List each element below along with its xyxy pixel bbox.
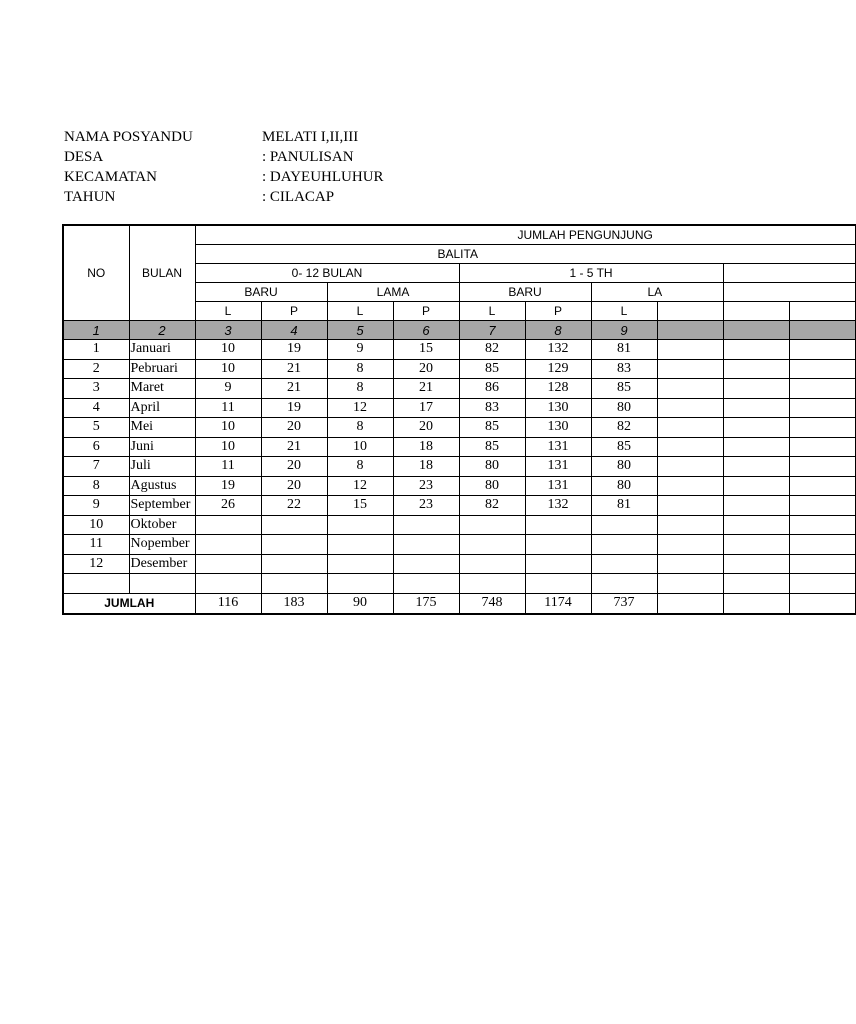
row-value <box>327 535 393 555</box>
row-value: 19 <box>261 340 327 360</box>
row-value: 128 <box>525 379 591 399</box>
row-value: 10 <box>195 340 261 360</box>
row-number: 8 <box>63 476 129 496</box>
col-bulan-header: BULAN <box>129 225 195 321</box>
total-value: 748 <box>459 593 525 614</box>
p-header: P <box>261 302 327 321</box>
row-value <box>327 554 393 574</box>
blank-cell <box>327 574 393 594</box>
row-number: 2 <box>63 359 129 379</box>
row-value <box>723 457 789 477</box>
row-value: 20 <box>393 359 459 379</box>
row-value: 85 <box>459 359 525 379</box>
info-value: : PANULISAN <box>262 149 354 165</box>
row-number: 12 <box>63 554 129 574</box>
row-value <box>723 359 789 379</box>
p-header: P <box>525 302 591 321</box>
row-value <box>789 496 855 516</box>
posyandu-info <box>64 127 384 207</box>
row-value: 131 <box>525 437 591 457</box>
row-value: 9 <box>195 379 261 399</box>
total-value: 90 <box>327 593 393 614</box>
row-month: Mei <box>129 418 195 438</box>
row-value: 80 <box>459 476 525 496</box>
row-number: 5 <box>63 418 129 438</box>
row-value: 12 <box>327 476 393 496</box>
row-value: 85 <box>459 437 525 457</box>
total-value <box>789 593 855 614</box>
row-value <box>789 457 855 477</box>
row-value: 17 <box>393 398 459 418</box>
row-value: 21 <box>261 437 327 457</box>
row-value: 80 <box>591 457 657 477</box>
row-value: 8 <box>327 457 393 477</box>
column-index-cell: 1 <box>63 321 129 340</box>
row-value: 85 <box>459 418 525 438</box>
row-month: Januari <box>129 340 195 360</box>
row-number: 9 <box>63 496 129 516</box>
row-value <box>261 554 327 574</box>
row-value <box>723 418 789 438</box>
row-value <box>327 515 393 535</box>
column-index-cell: 5 <box>327 321 393 340</box>
row-value <box>723 476 789 496</box>
l-header: L <box>195 302 261 321</box>
row-month: Pebruari <box>129 359 195 379</box>
row-value <box>591 535 657 555</box>
row-value: 10 <box>195 437 261 457</box>
row-value: 26 <box>195 496 261 516</box>
column-index-cell: 7 <box>459 321 525 340</box>
info-value: : DAYEUHLUHUR <box>262 169 384 185</box>
row-value: 130 <box>525 398 591 418</box>
blank-cell <box>723 574 789 594</box>
blank-cell <box>63 574 129 594</box>
info-row <box>64 187 384 207</box>
row-month: Desember <box>129 554 195 574</box>
row-value: 83 <box>591 359 657 379</box>
table-row <box>63 359 855 379</box>
row-month: September <box>129 496 195 516</box>
column-index-cell <box>657 321 723 340</box>
row-value <box>459 515 525 535</box>
row-month: Oktober <box>129 515 195 535</box>
row-value: 12 <box>327 398 393 418</box>
row-value: 132 <box>525 340 591 360</box>
blank-cell <box>525 574 591 594</box>
row-value: 10 <box>195 418 261 438</box>
row-value <box>657 418 723 438</box>
row-number: 3 <box>63 379 129 399</box>
baru-header: BARU <box>459 283 591 302</box>
balita-header: BALITA <box>195 245 855 264</box>
column-index-row <box>63 321 855 340</box>
row-value: 81 <box>591 340 657 360</box>
visitor-table-container <box>62 224 663 616</box>
row-value <box>789 476 855 496</box>
row-number: 11 <box>63 535 129 555</box>
row-value: 18 <box>393 437 459 457</box>
info-value: : CILACAP <box>262 189 335 205</box>
row-value: 21 <box>393 379 459 399</box>
row-value: 20 <box>261 476 327 496</box>
info-value: MELATI I,II,III <box>262 129 359 145</box>
table-row <box>63 496 855 516</box>
total-value: 1174 <box>525 593 591 614</box>
total-label: JUMLAH <box>63 593 195 614</box>
row-value <box>789 359 855 379</box>
row-value <box>789 515 855 535</box>
row-value <box>723 398 789 418</box>
total-value: 183 <box>261 593 327 614</box>
row-value: 86 <box>459 379 525 399</box>
total-value: 737 <box>591 593 657 614</box>
p-header: P <box>393 302 459 321</box>
row-value: 21 <box>261 359 327 379</box>
row-value <box>525 515 591 535</box>
row-value <box>723 515 789 535</box>
row-value: 18 <box>393 457 459 477</box>
row-value: 20 <box>261 457 327 477</box>
row-value: 15 <box>393 340 459 360</box>
row-value: 9 <box>327 340 393 360</box>
row-value <box>723 437 789 457</box>
blank-cell <box>459 574 525 594</box>
table-row <box>63 515 855 535</box>
total-value: 175 <box>393 593 459 614</box>
row-month: Maret <box>129 379 195 399</box>
blank-cell <box>393 574 459 594</box>
row-value <box>789 437 855 457</box>
baru-header: BARU <box>195 283 327 302</box>
row-value <box>723 340 789 360</box>
row-value: 10 <box>195 359 261 379</box>
row-value: 8 <box>327 379 393 399</box>
row-value <box>657 496 723 516</box>
row-value: 11 <box>195 457 261 477</box>
row-value <box>789 535 855 555</box>
table-row <box>63 457 855 477</box>
info-row <box>64 147 384 167</box>
row-value <box>657 398 723 418</box>
l-header: L <box>459 302 525 321</box>
row-value <box>789 554 855 574</box>
row-number: 4 <box>63 398 129 418</box>
table-row <box>63 535 855 555</box>
row-value: 131 <box>525 476 591 496</box>
table-row <box>63 418 855 438</box>
row-value: 80 <box>591 398 657 418</box>
row-value: 15 <box>327 496 393 516</box>
row-value: 22 <box>261 496 327 516</box>
l-header: L <box>591 302 657 321</box>
row-number: 1 <box>63 340 129 360</box>
row-month: Nopember <box>129 535 195 555</box>
info-label: NAMA POSYANDU <box>64 129 193 145</box>
row-value <box>657 457 723 477</box>
row-value <box>789 340 855 360</box>
row-value <box>723 554 789 574</box>
blank-row <box>63 574 855 594</box>
total-value <box>723 593 789 614</box>
row-month: Agustus <box>129 476 195 496</box>
group-0-12-bulan-header: 0- 12 BULAN <box>195 264 459 283</box>
table-row <box>63 476 855 496</box>
row-value <box>657 535 723 555</box>
row-value: 11 <box>195 398 261 418</box>
table-row <box>63 340 855 360</box>
row-value <box>591 554 657 574</box>
table-row <box>63 437 855 457</box>
jumlah-pengunjung-header: JUMLAH PENGUNJUNG <box>195 225 855 245</box>
row-value <box>657 554 723 574</box>
row-value <box>657 379 723 399</box>
column-index-cell: 8 <box>525 321 591 340</box>
row-month: Juni <box>129 437 195 457</box>
lama-header: LA <box>591 283 723 302</box>
total-value <box>657 593 723 614</box>
row-value <box>393 515 459 535</box>
row-value: 130 <box>525 418 591 438</box>
row-value <box>657 515 723 535</box>
total-row <box>63 593 855 614</box>
row-value <box>195 535 261 555</box>
row-value: 19 <box>261 398 327 418</box>
column-index-cell: 6 <box>393 321 459 340</box>
blank-cell <box>591 574 657 594</box>
row-month: Juli <box>129 457 195 477</box>
column-index-cell <box>723 321 789 340</box>
row-value: 80 <box>591 476 657 496</box>
row-value <box>393 535 459 555</box>
column-index-cell: 9 <box>591 321 657 340</box>
row-value: 82 <box>591 418 657 438</box>
row-value <box>723 535 789 555</box>
row-value: 23 <box>393 496 459 516</box>
row-number: 6 <box>63 437 129 457</box>
row-value <box>393 554 459 574</box>
row-value <box>261 515 327 535</box>
row-value <box>789 379 855 399</box>
blank-cell <box>129 574 195 594</box>
row-value: 10 <box>327 437 393 457</box>
row-value: 132 <box>525 496 591 516</box>
row-value: 81 <box>591 496 657 516</box>
row-value <box>657 359 723 379</box>
row-value: 83 <box>459 398 525 418</box>
info-label: TAHUN <box>64 189 116 205</box>
row-value: 19 <box>195 476 261 496</box>
row-value <box>789 398 855 418</box>
row-value <box>195 554 261 574</box>
row-value <box>723 379 789 399</box>
visitor-table <box>62 224 856 615</box>
column-index-cell <box>789 321 855 340</box>
info-label: DESA <box>64 149 104 165</box>
table-row <box>63 398 855 418</box>
row-value: 82 <box>459 340 525 360</box>
row-value <box>459 554 525 574</box>
table-row <box>63 554 855 574</box>
row-value: 85 <box>591 437 657 457</box>
group-1-5-th-header: 1 - 5 TH <box>459 264 723 283</box>
row-value: 20 <box>393 418 459 438</box>
row-value: 129 <box>525 359 591 379</box>
info-label: KECAMATAN <box>64 169 157 185</box>
row-value <box>525 554 591 574</box>
row-month: April <box>129 398 195 418</box>
row-value <box>657 340 723 360</box>
row-value: 8 <box>327 359 393 379</box>
row-value <box>591 515 657 535</box>
row-value: 82 <box>459 496 525 516</box>
lama-header: LAMA <box>327 283 459 302</box>
row-value <box>525 535 591 555</box>
row-value <box>723 496 789 516</box>
row-value <box>657 476 723 496</box>
row-value <box>195 515 261 535</box>
info-row <box>64 167 384 187</box>
row-value <box>789 418 855 438</box>
row-value: 21 <box>261 379 327 399</box>
info-row <box>64 127 384 147</box>
blank-cell <box>789 574 855 594</box>
row-value: 131 <box>525 457 591 477</box>
row-number: 10 <box>63 515 129 535</box>
col-no-header: NO <box>63 225 129 321</box>
column-index-cell: 2 <box>129 321 195 340</box>
row-value: 80 <box>459 457 525 477</box>
blank-cell <box>195 574 261 594</box>
row-number: 7 <box>63 457 129 477</box>
row-value <box>261 535 327 555</box>
column-index-cell: 4 <box>261 321 327 340</box>
row-value: 8 <box>327 418 393 438</box>
row-value <box>657 437 723 457</box>
row-value: 23 <box>393 476 459 496</box>
l-header: L <box>327 302 393 321</box>
blank-cell <box>261 574 327 594</box>
blank-cell <box>657 574 723 594</box>
row-value <box>459 535 525 555</box>
row-value: 20 <box>261 418 327 438</box>
row-value: 85 <box>591 379 657 399</box>
total-value: 116 <box>195 593 261 614</box>
table-row <box>63 379 855 399</box>
column-index-cell: 3 <box>195 321 261 340</box>
